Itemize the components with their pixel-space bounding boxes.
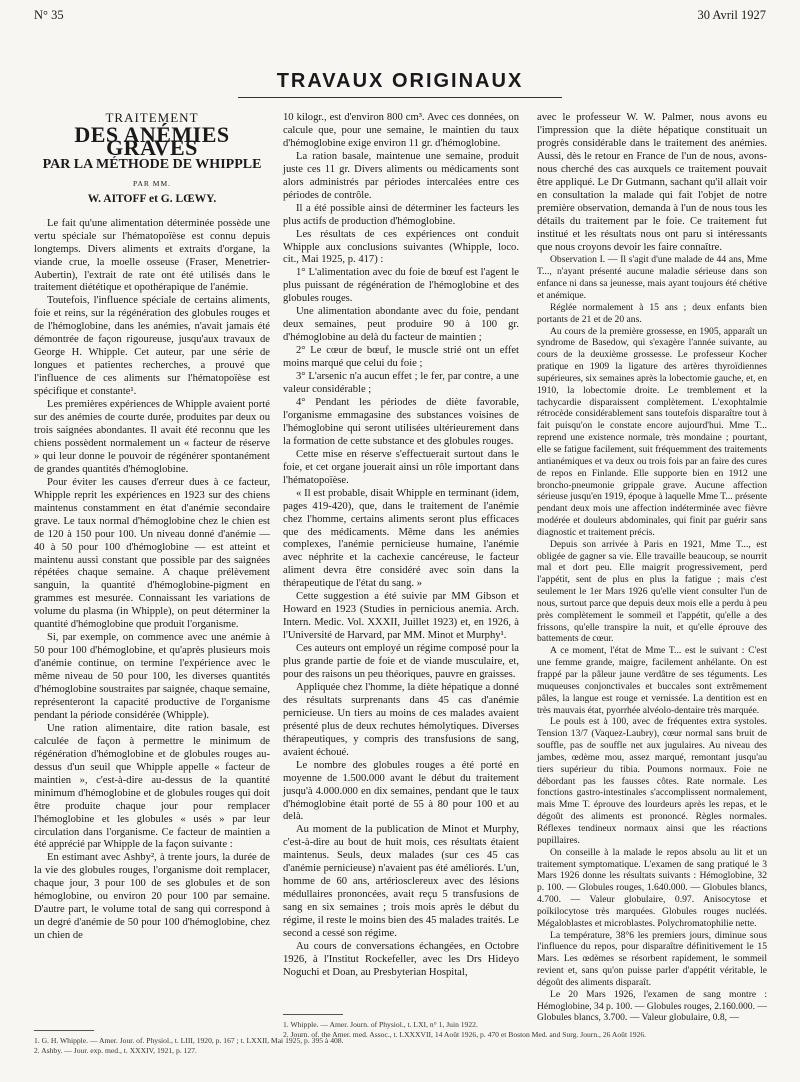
paragraph: Une alimentation abondante avec du foie, pendant deux semaines, peut produire 90 à 100 gr. d'hémoglobine au delà du facteur de maintien ; [283, 306, 519, 344]
observation-paragraph: Le pouls est à 100, avec de fréquentes extra systoles. Tension 13/7 (Vaquez-Laubry), cœur normal sans bruit de souffle, pas de souffle net aux jugulaires. Au niveau des jambes, œdème mou, assez marqué, remontant jusqu'au tiers supérieur du tibia. Poumons normaux. Foie ne débordant pas les fausses côtes. Rate normale. Les fonctions gastro-intestinales s'accomplissent normalement, mais Mme T. éprouve des lourdeurs après les repas, et le dégoût des aliments est prononcé. Règles normales. Réflexes tendineux normaux ainsi que les réactions pupillaires. [537, 716, 767, 846]
paragraph: La ration basale, maintenue une semaine, produit juste ces 11 gr. Divers aliments ou médicaments sont alors administrés par périodes intercalées entre ces périodes de contrôle. [283, 150, 519, 201]
footnote: 2. Journ. of. the Amer. med. Assoc., t. LXXXVII, 14 Août 1926, p. 470 et Boston Med. and Surg. Journ., 26 Août 1926. [283, 1029, 647, 1039]
paragraph: 10 kilogr., est d'environ 800 cm³. Avec ces données, on calcule que, pour une semaine, le maintien du taux d'hémoglobine exige environ 11 gr. d'hémoglobine. [283, 112, 519, 149]
article-title: DES ANÉMIES GRAVES [74, 121, 230, 160]
article-authors: W. AITOFF et G. LŒWY. [87, 192, 217, 205]
footnotes-col-1 [34, 1036, 344, 1055]
paragraph: Il a été possible ainsi de déterminer les facteurs les plus actifs de production d'hémoglobine. [283, 202, 519, 227]
paragraph: Si, par exemple, on commence avec une anémie à 50 pour 100 d'hémoglobine, et qu'après plusieurs mois d'anémie continue, on termine l'expérience avec le même niveau de 50 pour 100, les diverses quantités d'hémoglobine soustraites par saignée, chaque semaine, représenteront la capacité productive de l'organisme pendant la période considérée (Whipple). [34, 632, 270, 721]
paragraph: 1° L'alimentation avec du foie de bœuf est l'agent le plus puissant de régénération de l'hémoglobine et des globules rouges. [283, 267, 519, 305]
observation-paragraph: La température, 38°6 les premiers jours, diminue sous l'influence du repos, pour disparaître définitivement le 15 Mars. Les œdèmes se résorbent rapidement, le sommeil revient et, sans qu'on puisse parler d'appétit véritable, le dégoût des aliments disparaît. [537, 929, 767, 988]
paragraph: 3° L'arsenic n'a aucun effet ; le fer, par contre, a une valeur considérable ; [283, 371, 519, 396]
paragraph: Le fait qu'une alimentation déterminée possède une vertu spéciale sur l'hématopoïèse est connu depuis longtemps. Divers aliments et extraits d'organe, la viande crue, la moelle osseuse (Fraser, Menetrier-Aubertin), l'extrait de rate ont été utilisés dans le traitement diététique et opothérapique de l'anémie. [34, 217, 270, 294]
paragraph: avec le professeur W. W. Palmer, nous avons eu l'impression que la diète hépatique constituait un progrès considérable dans le traitement des anémies. Aussi, dès le retour en France de l'un de nous, avons-nous cherché des cas auxquels ce traitement pouvait être appliqué. Le Dr Gutmann, sachant qu'il allait voir en consultation la malade qui fait l'objet de notre première observation, demanda à l'un de nous tous les détails du traitement par le foie. Ce traitement fut institué et les résultats nous ont paru si intéressants que nous croyons devoir les faire connaître. [537, 112, 767, 253]
footnote-rule [283, 1014, 343, 1015]
paragraph: Ces auteurs ont employé un régime composé pour la plus grande partie de foie et de viande musculaire, et, pour des raisons un peu théoriques, pauvre en graisses. [283, 643, 519, 680]
paragraph: « Il est probable, disait Whipple en terminant (idem, pages 419-420), que, dans le traitement de l'anémie chez l'homme, certains aliments seront plus efficaces que des médicaments. Même dans les anémies complexes, l'anémie pernicieuse humaine, l'anémie avec néphrite et la cachexie cancéreuse, le facteur aliment devra être considéré avec soin dans la thérapeutique de l'état du sang. » [283, 487, 519, 590]
paragraph: Au moment de la publication de Minot et Murphy, c'est-à-dire au bout de huit mois, ces résultats étaient maintenus. Seuls, deux malades (sur ces 45 cas d'anémie pernicieuse) n'avaient pas été améliorés. L'un, homme de 60 ans, artériosclereux avec des lésions médullaires prononcées, avait reçu 5 transfusions de sang en six semaines ; trois mois après le début du régime, il reste le moins bien des 45 malades traités. Le second a cessé son régime. [283, 824, 519, 940]
paragraph: 4° Pendant les périodes de diète favorable, l'organisme emmagasine des substances voisines de l'hémoglobine qui seront utilisées ultérieurement dans la formation de cette substance et des globules rouges. [283, 396, 519, 447]
column-1 [34, 112, 270, 1017]
paragraph: Les premières expériences de Whipple avaient porté sur des anémies de courte durée, produites par deux ou trois saignées abondantes. Il avait été reconnu que les chiens possèdent normalement un « facteur de réserve » qui leur donne le pouvoir de régénérer spontanément de grandes quantités d'hémoglobine. [34, 399, 270, 475]
observation-paragraph: Réglée normalement à 15 ans ; deux enfants bien portants de 21 et de 20 ans. [537, 301, 767, 325]
paragraph: Cette mise en réserve s'effectuerait surtout dans le foie, et cet organe jouerait ainsi un rôle important dans l'hématopoïèse. [283, 448, 519, 486]
running-header [34, 8, 766, 26]
observation-paragraph: Observation I. — Il s'agit d'une malade de 44 ans, Mme T..., n'ayant présenté aucune maladie sérieuse dans son enfance ni dans sa jeunesse, mais ayant toujours été chétive et anémique. [537, 254, 767, 302]
paragraph: Toutefois, l'influence spéciale de certains aliments, foie et reins, sur la régénération des globules rouges et de l'hémoglobine, dans les anémies, n'avait jamais été démontrée de façon rigoureuse, jusqu'aux travaux de George H. Whipple. Cet auteur, par une série de longues et patientes recherches, a prouvé que l'influence de ces aliments sur l'hématopoïèse est spécifique et constante¹. [34, 295, 270, 398]
section-rule [238, 97, 562, 98]
footnote: 1. Whipple. — Amer. Journ. of Physiol., t. LXI, n° 1, Juin 1922. [283, 1020, 478, 1029]
issue-number: N° 35 [34, 8, 64, 22]
footnote-rule [34, 1030, 94, 1031]
observation-paragraph: Depuis son arrivée à Paris en 1921, Mme T..., est obligée de gagner sa vie. Elle travaille beaucoup, se nourrit mal et dort peu. Elle maigrit progressivement, perd l'appétit, sent de plus en plus la fatigue ; mais c'est seulement le 1er Mars 1926 qu'elle vient consulter l'un de nous, surtout parce que depuis deux mois elle a perdu à peu près complètement le sommeil et l'appétit, qu'elle a des frissons, qu'elle transpire la nuit, et qu'elle éprouve des battements de cœur. [537, 538, 767, 645]
observation-paragraph: On conseille à la malade le repos absolu au lit et un traitement symptomatique. L'examen de sang pratiqué le 3 Mars 1926 donne les résultats suivants : Hémoglobine, 32 p. 100. — Globules rouges, 1.640.000. — Globules blancs, 4.700. — Valeur globulaire, 0.97. Anisocytose et poïkilocytose très marquées. Globules rouges nucléés. Mégaloblastes et microblastes. Polychromatophilie nette. [537, 846, 767, 929]
byline-prefix: PAR MM. [133, 178, 171, 188]
paragraph: 2° Le cœur de bœuf, le muscle strié ont un effet moins marqué que celui du foie ; [283, 345, 519, 370]
paragraph: Cette suggestion a été suivie par MM Gibson et Howard en 1923 (Studies in pernicious anemia. Arch. Intern. Medic. Vol. XXXII, Juillet 1923) et, en 1926, à l'Université de Harvard, par MM. Minot et Murphy¹. [283, 591, 519, 642]
paragraph: En estimant avec Ashby², à trente jours, la durée de la vie des globules rouges, l'organisme doit remplacer, chaque jour, 3 pour 100 de ses globules et de son hémoglobine, ou environ 20 pour 100 par semaine. D'autre part, le volume total de sang qui correspond à un degré d'anémie de 50 pour 100 d'hémoglobine, chez un chien de [34, 852, 270, 942]
footnote: 2. Ashby. — Jour. exp. med., t. XXXIV, 1921, p. 127. [34, 1045, 197, 1055]
paragraph: Le nombre des globules rouges a été porté en moyenne de 1.500.000 avant le début du traitement jusqu'à 4.000.000 en dix semaines, pendant que le taux d'hémoglobine était porté de 55 à 80 pour 100 et au delà. [283, 759, 519, 823]
column-3 [537, 112, 767, 1057]
article-title-block [34, 112, 270, 206]
issue-date: 30 Avril 1927 [697, 8, 766, 22]
footnotes-col-2 [283, 1020, 647, 1039]
footnote: 1. G. H. Whipple. — Amer. Jour. of. Physiol., t. LIII, 1920, p. 167 ; t. LXXII, Mai 1925, p. 395 à 408. [34, 1036, 344, 1045]
paragraph: Une ration alimentaire, dite ration basale, est calculée de façon à permettre le minimum de régénération d'hémoglobine et de globules rouges au-dessus d'un seuil que Whipple appelle « facteur de maintien », c'est-à-dire au-dessus de la quantité minimum d'hémoglobine et de globules rouges qui doit être produite chaque jour pour remplacer l'hémoglobine et les globules « usés » par leur circulation dans l'organisme. Ce facteur de maintien a été apprécié par Whipple de la façon suivante : [34, 722, 270, 851]
paragraph: Les résultats de ces expériences ont conduit Whipple aux conclusions suivantes (Whipple, loco. cit., Mai 1925, p. 417) : [283, 228, 519, 266]
observation-paragraph: Le 20 Mars 1926, l'examen de sang montre : Hémoglobine, 34 p. 100. — Globules rouges, 2.160.000. — Globules blancs, 3.700. — Valeur globulaire, 0.8, — [537, 988, 767, 1024]
section-heading [0, 70, 800, 93]
article-subtitle: PAR LA MÉTHODE DE WHIPPLE [42, 156, 262, 172]
article-kicker: TRAITEMENT [105, 110, 199, 125]
column-2 [283, 112, 519, 1002]
paragraph: Pour éviter les causes d'erreur dues à ce facteur, Whipple reprit les expériences en 1923 sur des chiens maintenus constamment en état d'anémie secondaire grave. Le taux normal d'hémoglobine chez le chien est de 120 à 150 pour 100. Un niveau donné d'anémie — 40 à 50 pour 100 d'hémoglobine — est atteint et maintenu aussi constant que possible par des saignées répétées chaque semaine. A chaque prélèvement sanguin, la quantité d'hémoglobine-pigment en grammes est mesurée. Connaissant les variations de volume du plasma (in Whipple), on peut déterminer la quantité d'hémoglobine que produit l'organisme. [34, 476, 270, 631]
section-title: TRAVAUX ORIGINAUX [276, 70, 524, 92]
observation-paragraph: A ce moment, l'état de Mme T... est le suivant : C'est une femme grande, maigre, facilement anhélante. On est frappé par la pâleur jaune verdâtre de ses téguments. Les muqueuses conjonctivales et buccales sont extrêmement pâles, la langue est rouge et vernissée. La dentition est en très mauvais état, pyorrhée alvéolo-dentaire très marquée. [537, 645, 767, 716]
observation-paragraph: Au cours de la première grossesse, en 1905, apparaît un syndrome de Basedow, qui s'exagère l'année suivante, au cours de la deuxième grossesse. Le professeur Kocher pratique en 1909 la ligature des artères thyroïdiennes supérieures, six semaines après la lobectomie gauche, et, en 1910, la lobectomie droite. Le tremblement et la tachycardie disparaissent complètement. L'exophtalmie rétrocède considérablement sans toutefois disparaître tout à fait puisqu'on le constate encore aujourd'hui. Mme T... reprend une existence normale, très mondaine ; pourtant, elle se fatigue facilement, suit fréquemment des traitements antianémiques et va deux ou trois fois par an faire des cures de repos en Finlande. Elle supporte bien en 1912 une broncho-pneumonie grippale grave. Aucune affection sérieuse jusqu'en 1919, époque à laquelle Mme T... présente pendant deux mois une affection indéterminée avec fièvre modérée et douleurs abdominales, qui finit par guérir sans diagnostic et traitement précis. [537, 325, 767, 538]
paragraph: Au cours de conversations échangées, en Octobre 1926, à l'Institut Rockefeller, avec les Drs Hideyo Noguchi et Doan, au Presbyterian Hospital, [283, 941, 519, 978]
paragraph: Appliquée chez l'homme, la diète hépatique a donné des résultats surprenants dans 45 cas d'anémie pernicieuse. Un tiers au moins de ces malades avaient présenté plus de deux rechutes hémolytiques. Diverses thérapeutiques, y compris des transfusions de sang, avaient échoué. [283, 681, 519, 758]
